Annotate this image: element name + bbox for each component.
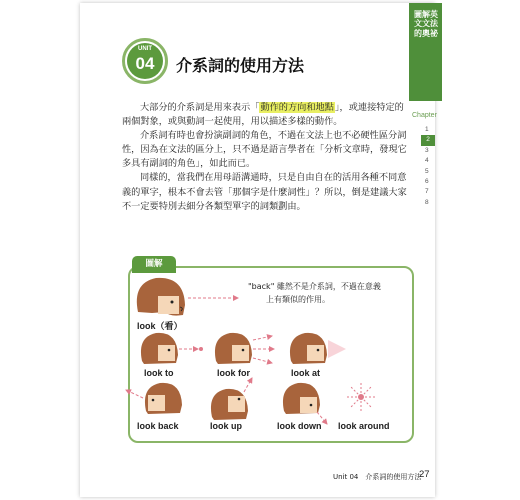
label-look-around: look around — [338, 421, 390, 431]
chapter-item-5[interactable]: 5 — [425, 167, 429, 175]
label-look: look（看） — [137, 321, 183, 331]
unit-label: UNIT — [138, 46, 152, 52]
label-look-for: look for — [217, 368, 250, 378]
highlighted-phrase: 動作的方向和地點 — [260, 102, 334, 113]
chapter-item-1[interactable]: 1 — [425, 126, 429, 133]
unit-number: 04 — [135, 54, 155, 73]
head-look-back-icon — [145, 383, 182, 414]
chapter-item-6[interactable]: 6 — [425, 178, 429, 186]
label-look-at: look at — [291, 368, 321, 378]
head-look-for-icon — [215, 333, 252, 364]
sidebar-book-title: 圖解英文文法的奧祕 — [414, 10, 438, 38]
chapter-item-3[interactable]: 3 — [425, 146, 429, 154]
chapter-item-8[interactable]: 8 — [425, 198, 429, 206]
label-look-up: look up — [210, 421, 242, 431]
page-number: 27 — [419, 469, 430, 480]
chapter-item-4[interactable]: 4 — [425, 157, 429, 165]
paragraph-3: 同樣的，當我們在用母語溝通時，只是自由自在的活用各種不同意義的單字，根本不會去管「那個字是什麼詞性」？所以，倒是建議大家不一定要特別去細分各類型單字的詞類劃由。 — [122, 172, 407, 212]
illustration-note: "back" 雖然不是介系詞，不過在意義 上有類似的作用。 — [248, 282, 381, 304]
paragraph-2: 介系詞有時也會扮演副詞的角色，不過在文法上也不必硬性區分詞性，因為在文法的區分上，只不過是語言學者在「分析文章時，發現它多具有副詞的角色」，如此而已。 — [122, 130, 407, 170]
sidebar-chapter-label: Chapter — [412, 112, 437, 119]
head-look-to-icon — [141, 333, 178, 364]
chapter-item-7[interactable]: 7 — [425, 188, 429, 196]
chapter-item-2[interactable]: 2 — [421, 135, 435, 145]
head-look-down-icon — [283, 383, 320, 414]
head-look-icon — [137, 278, 185, 316]
label-look-back: look back — [137, 421, 179, 431]
footer-running-title: Unit 04 介系詞的使用方法 — [333, 473, 422, 481]
illustration-tag: 圖解 — [132, 256, 176, 273]
paragraph-1: 大部分的介系詞是用來表示「動作的方向和地點」，或連接特定的兩個對象，或與動詞一起使用，用以描述多樣的動作。 — [122, 102, 404, 128]
page-title: 介系詞的使用方法 — [176, 56, 305, 75]
head-look-at-icon — [290, 333, 327, 364]
label-look-down: look down — [277, 421, 322, 431]
head-look-up-icon — [211, 389, 248, 420]
look-around-icon — [346, 382, 376, 412]
label-look-to: look to — [144, 368, 174, 378]
